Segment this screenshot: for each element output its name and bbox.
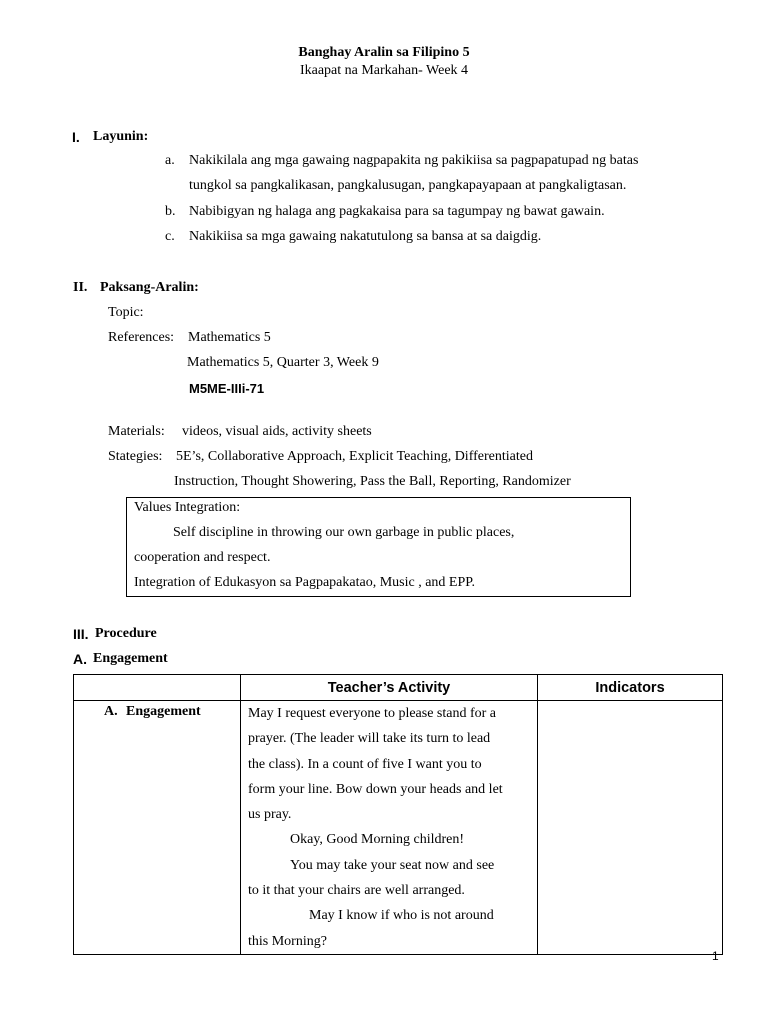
- section-numeral-3: III.: [73, 626, 89, 642]
- engagement-marker: A.: [73, 651, 87, 667]
- row-label-cell: [74, 701, 241, 955]
- activity-line-1: May I request everyone to please stand for a: [248, 706, 497, 721]
- activity-line-7: You may take your seat now and see: [290, 857, 495, 873]
- reference-1: Mathematics 5: [188, 330, 271, 345]
- teacher-activity-cell: [241, 701, 538, 955]
- objective-b-line-1: Nabibigyan ng halaga ang pagkakaisa para sa tagumpay ng bawat gawain.: [189, 204, 605, 219]
- objective-c-line-1: Nakikiisa sa mga gawaing nakatutulong sa bansa at sa daigdig.: [189, 229, 542, 244]
- reference-2: Mathematics 5, Quarter 3, Week 9: [187, 355, 379, 370]
- engagement-heading: Engagement: [93, 651, 168, 666]
- curriculum-code: M5ME-IIIi-71: [189, 381, 265, 396]
- activity-line-3: the class). In a count of five I want you to: [248, 756, 482, 772]
- row-label-marker: A.: [104, 704, 118, 719]
- values-integration-label: Values Integration:: [134, 500, 241, 515]
- page-number: 1: [712, 949, 719, 963]
- procedure-heading: Procedure: [95, 626, 157, 641]
- objective-marker-b: b.: [165, 204, 176, 219]
- table-header-empty: [74, 675, 241, 701]
- activity-line-2: prayer. (The leader will take its turn to lead: [248, 731, 491, 747]
- values-line-2: cooperation and respect.: [134, 550, 271, 565]
- values-line-3: Integration of Edukasyon sa Pagpapakatao, Music , and EPP.: [134, 575, 475, 590]
- references-label: References:: [108, 330, 175, 345]
- table-row: [74, 701, 723, 955]
- section-numeral-2: II.: [73, 280, 88, 295]
- section-numeral-1: I.: [72, 129, 80, 145]
- activity-line-10: this Morning?: [248, 933, 327, 949]
- materials-value: videos, visual aids, activity sheets: [182, 424, 372, 439]
- activity-line-9: May I know if who is not around: [309, 908, 494, 924]
- activity-line-4: form your line. Bow down your heads and let: [248, 781, 503, 797]
- document-title: Banghay Aralin sa Filipino 5: [298, 45, 470, 60]
- paksang-aralin-heading: Paksang-Aralin:: [100, 280, 199, 295]
- table-header-indicators: Indicators: [538, 675, 723, 701]
- procedure-table: [73, 674, 723, 955]
- activity-line-6: Okay, Good Morning children!: [290, 832, 465, 848]
- materials-label: Materials:: [108, 424, 165, 439]
- objective-a-line-1: Nakikilala ang mga gawaing nagpapakita ng pakikiisa sa pagpapatupad ng batas: [189, 153, 639, 168]
- strategies-label: Stategies:: [108, 449, 163, 464]
- values-line-1: Self discipline in throwing our own garbage in public places,: [173, 525, 515, 540]
- topic-label: Topic:: [108, 305, 144, 320]
- strategies-line-1: 5E’s, Collaborative Approach, Explicit Teaching, Differentiated: [176, 449, 533, 464]
- document-subtitle: Ikaapat na Markahan- Week 4: [299, 63, 469, 78]
- table-header-row: [74, 675, 723, 701]
- strategies-line-2: Instruction, Thought Showering, Pass the Ball, Reporting, Randomizer: [174, 474, 571, 489]
- row-label: Engagement: [126, 704, 201, 719]
- activity-line-8: to it that your chairs are well arranged.: [248, 883, 465, 899]
- activity-line-5: us pray.: [248, 807, 292, 823]
- layunin-heading: Layunin:: [93, 129, 149, 144]
- objective-a-line-2: tungkol sa pangkalikasan, pangkalusugan, pangkapayapaan at pangkaligtasan.: [189, 178, 627, 193]
- table-header-teachers-activity: Teacher’s Activity: [241, 675, 538, 701]
- indicators-cell: [538, 701, 723, 955]
- objective-marker-a: a.: [165, 153, 175, 168]
- objective-marker-c: c.: [165, 229, 175, 244]
